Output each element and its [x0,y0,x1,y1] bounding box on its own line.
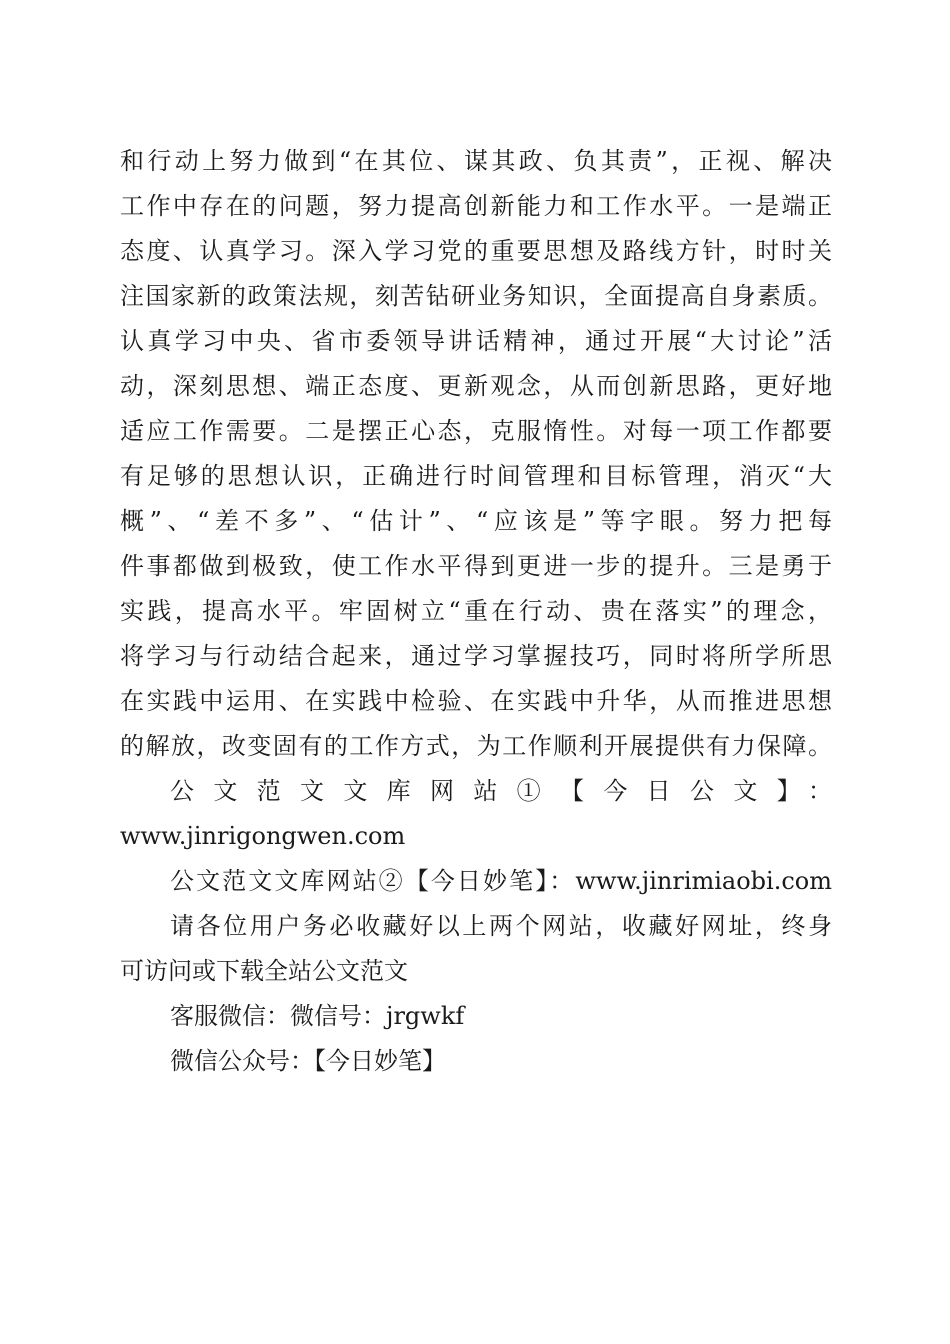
body-line-10: 件事都做到极致，使工作水平得到更进一步的提升。三是勇于 [120,552,832,580]
body-line-13: 在实践中运用、在实践中检验、在实践中升华，从而推进思想 [120,687,832,715]
site2-line: 公文范文文库网站②【今日妙笔】：www.jinrimiaobi.com [170,867,832,895]
body-line-9: 概”、“差不多”、“估计”、“应该是”等字眼。努力把每 [120,507,832,535]
body-line-14: 的解放，改变固有的工作方式，为工作顺利开展提供有力保障。 [120,732,832,760]
body-line-6: 动，深刻思想、端正态度、更新观念，从而创新思路，更好地 [120,372,832,400]
body-line-5: 认真学习中央、省市委领导讲话精神，通过开展“大讨论”活 [120,327,832,355]
notice-line-2: 可访问或下载全站公文范文 [120,957,408,985]
site1-url: www.jinrigongwen.com [120,822,406,850]
body-line-11: 实践，提高水平。牢固树立“重在行动、贵在落实”的理念， [120,597,832,625]
body-line-1: 和行动上努力做到“在其位、谋其政、负其责”，正视、解决 [120,147,832,175]
body-line-2: 工作中存在的问题，努力提高创新能力和工作水平。一是端正 [120,192,832,220]
body-line-7: 适应工作需要。二是摆正心态，克服惰性。对每一项工作都要 [120,417,832,445]
service-wechat: 客服微信：微信号：jrgwkf [170,1002,465,1030]
notice-line-1: 请各位用户务必收藏好以上两个网站，收藏好网址，终身 [170,912,832,940]
official-account: 微信公众号：【今日妙笔】 [170,1047,446,1075]
site1-label: 公文范文文库网站①【今日公文】： [170,777,832,805]
body-line-8: 有足够的思想认识，正确进行时间管理和目标管理，消灭“大 [120,462,832,490]
body-line-12: 将学习与行动结合起来，通过学习掌握技巧，同时将所学所思 [120,642,832,670]
body-line-3: 态度、认真学习。深入学习党的重要思想及路线方针，时时关 [120,237,832,265]
body-line-4: 注国家新的政策法规，刻苦钻研业务知识，全面提高自身素质。 [120,282,832,310]
